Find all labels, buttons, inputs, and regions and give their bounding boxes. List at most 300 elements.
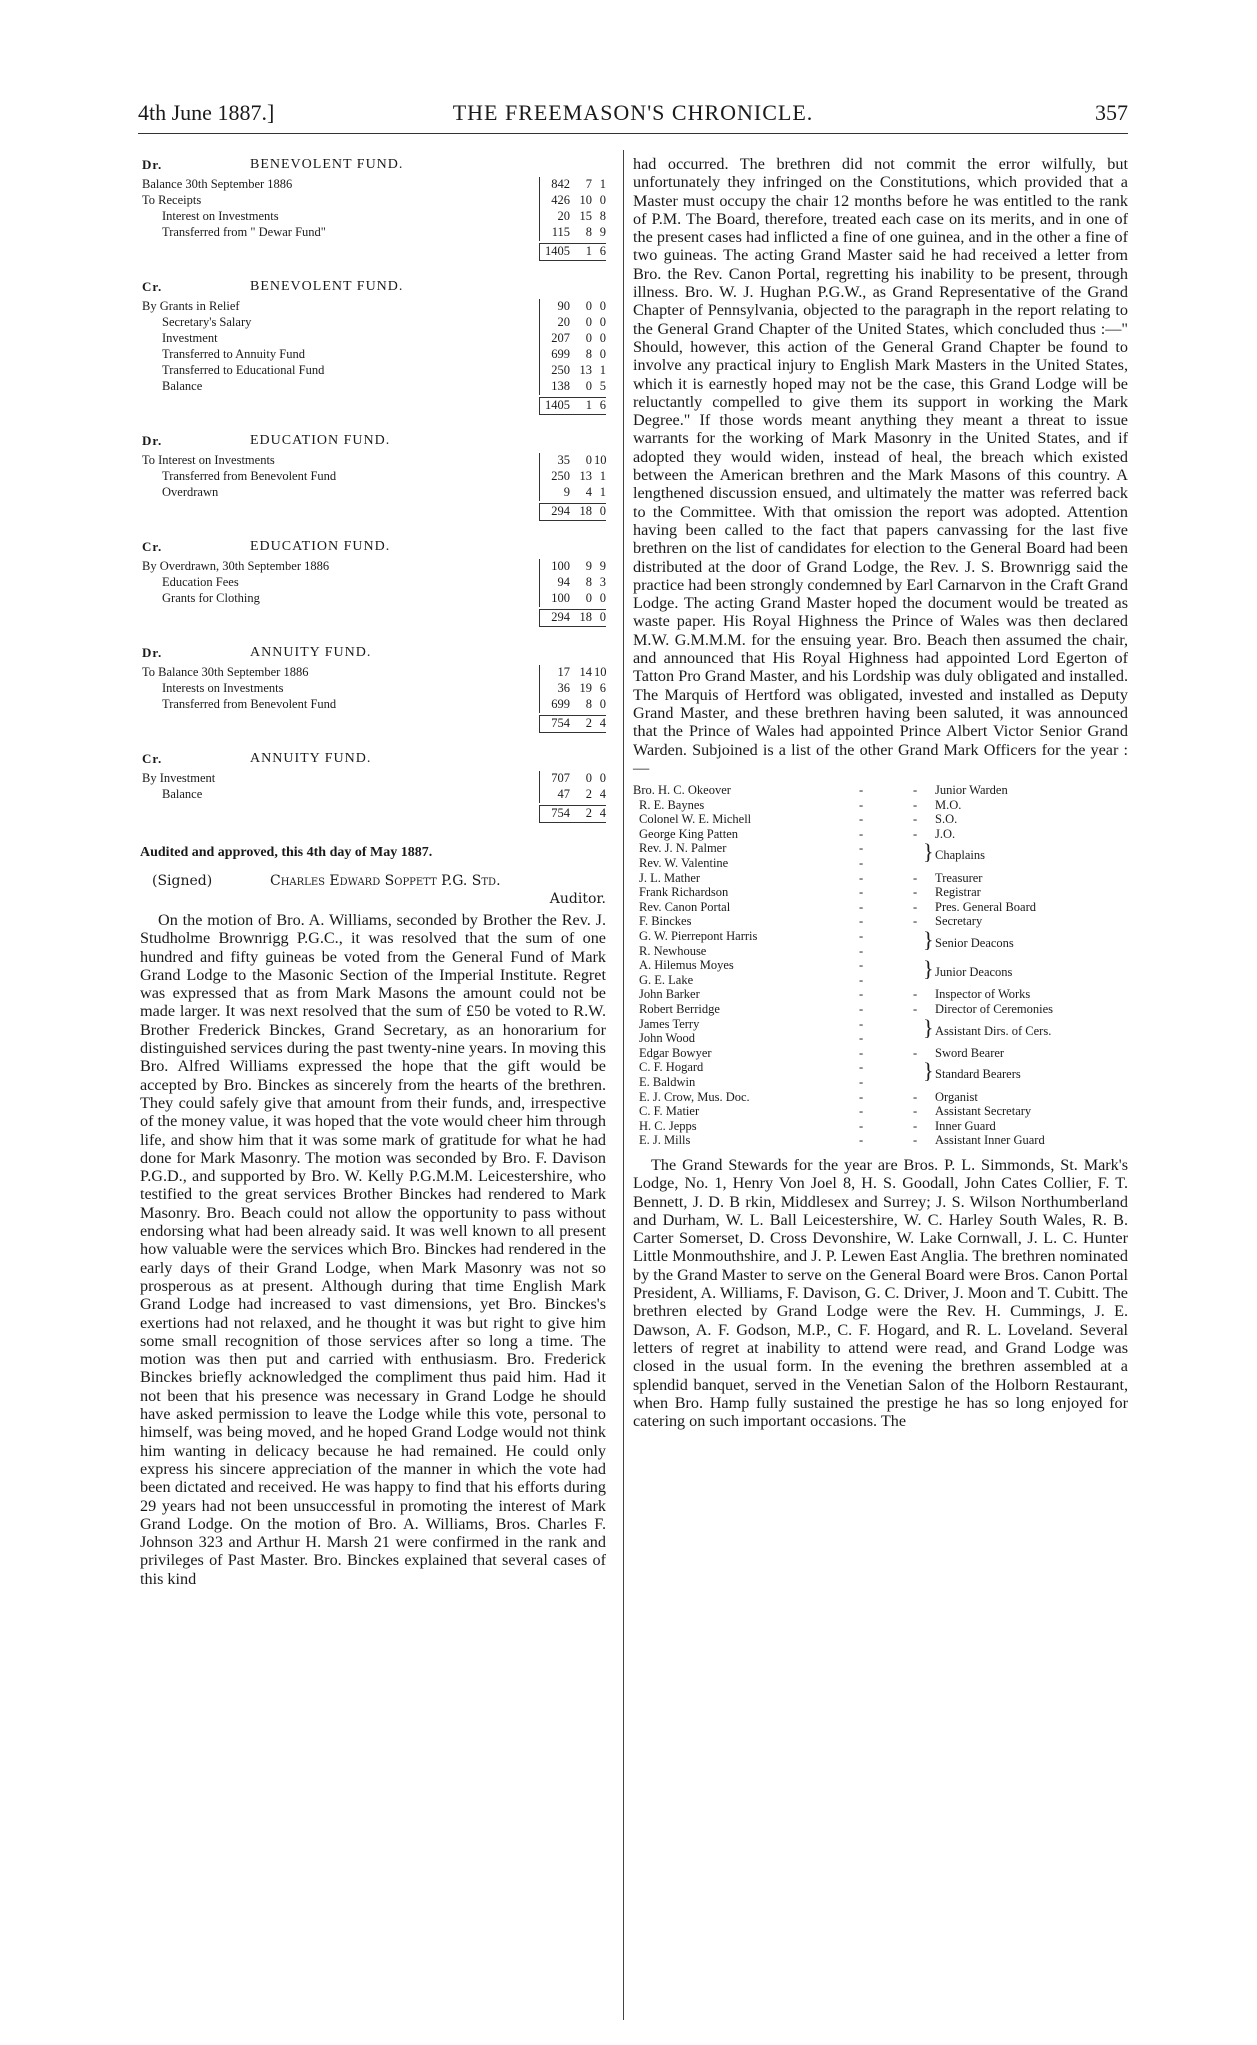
amount-pence: 1 bbox=[599, 485, 606, 499]
officer-row bbox=[633, 1090, 1128, 1105]
auditor-name: Charles Edward Soppett P.G. Std. bbox=[270, 873, 501, 889]
account-total-amount bbox=[539, 243, 606, 261]
officer-row bbox=[633, 812, 1128, 827]
leader-dot: - bbox=[913, 797, 918, 812]
account-row bbox=[140, 331, 606, 347]
leader-dot: - bbox=[859, 1074, 864, 1089]
amount-pounds: 842 bbox=[551, 177, 570, 191]
account-row-amount bbox=[539, 591, 606, 607]
leader-dot: - bbox=[859, 856, 864, 871]
amount-shillings: 2 bbox=[585, 787, 592, 801]
account-header bbox=[140, 537, 606, 559]
leader-dot: - bbox=[859, 783, 864, 798]
account-row-label: Transferred to Annuity Fund bbox=[162, 347, 305, 361]
account-row-label: Transferred to Educational Fund bbox=[162, 363, 325, 377]
total-pounds: 294 bbox=[551, 504, 570, 518]
amount-pence: 10 bbox=[594, 665, 607, 679]
amount-pounds: 100 bbox=[551, 591, 570, 605]
account-side: Dr. bbox=[142, 433, 163, 448]
account-row-amount bbox=[539, 225, 606, 241]
right-column bbox=[633, 155, 1128, 1430]
account-gap bbox=[140, 417, 606, 431]
amount-pounds: 207 bbox=[551, 331, 570, 345]
officer-row bbox=[633, 1031, 1128, 1046]
account-block bbox=[140, 431, 606, 523]
leader-dot: - bbox=[913, 899, 918, 914]
amount-pounds: 35 bbox=[557, 453, 570, 467]
leader-dot: - bbox=[859, 1104, 864, 1119]
header-title: THE FREEMASON'S CHRONICLE. bbox=[452, 100, 814, 125]
total-pence: 4 bbox=[599, 716, 606, 730]
officer-office: Chaplains bbox=[935, 848, 985, 863]
account-name: BENEVOLENT FUND. bbox=[250, 279, 404, 294]
amount-pounds: 699 bbox=[551, 697, 570, 711]
officer-office: Standard Bearers bbox=[935, 1067, 1021, 1082]
leader-dot: - bbox=[859, 1016, 864, 1031]
amount-pounds: 138 bbox=[551, 379, 570, 393]
officer-name: E. Baldwin bbox=[639, 1074, 696, 1089]
officer-name: Edgar Bowyer bbox=[639, 1045, 712, 1060]
accounts-section bbox=[140, 155, 606, 839]
account-row-amount bbox=[539, 347, 606, 363]
account-row-amount bbox=[539, 193, 606, 209]
audited-note: Audited and approved, this 4th day of May 1887. bbox=[140, 845, 433, 860]
amount-pounds: 20 bbox=[557, 315, 570, 329]
account-row-label: By Overdrawn, 30th September 1886 bbox=[142, 559, 330, 573]
account-row-amount bbox=[539, 331, 606, 347]
account-row-label: By Grants in Relief bbox=[142, 299, 240, 313]
amount-pence: 4 bbox=[599, 787, 606, 801]
officer-name: James Terry bbox=[639, 1016, 700, 1031]
leader-dot: - bbox=[859, 885, 864, 900]
total-pounds: 1405 bbox=[545, 244, 570, 258]
officer-row bbox=[633, 944, 1128, 959]
amount-shillings: 13 bbox=[579, 469, 592, 483]
leader-dot: - bbox=[859, 1045, 864, 1060]
amount-shillings: 8 bbox=[585, 697, 592, 711]
amount-shillings: 14 bbox=[579, 665, 592, 679]
account-block bbox=[140, 537, 606, 629]
account-row-label: Balance bbox=[162, 787, 203, 801]
account-side: Cr. bbox=[142, 539, 163, 554]
officer-row bbox=[633, 973, 1128, 988]
total-pounds: 754 bbox=[551, 806, 570, 820]
leader-dot: - bbox=[859, 797, 864, 812]
leader-dot: - bbox=[913, 1045, 918, 1060]
officer-name: Rev. J. N. Palmer bbox=[639, 841, 727, 856]
leader-dot: - bbox=[859, 812, 864, 827]
account-side: Cr. bbox=[142, 279, 163, 294]
amount-shillings: 4 bbox=[585, 485, 592, 499]
officer-office: M.O. bbox=[935, 797, 962, 812]
officer-office: S.O. bbox=[935, 812, 958, 827]
account-row-label: Interests on Investments bbox=[162, 681, 284, 695]
account-row bbox=[140, 379, 606, 395]
officer-office: J.O. bbox=[935, 826, 956, 841]
account-row-amount bbox=[539, 787, 606, 803]
leader-dot: - bbox=[913, 885, 918, 900]
leader-dot: - bbox=[913, 783, 918, 798]
account-header bbox=[140, 277, 606, 299]
leader-dot: - bbox=[913, 1089, 918, 1104]
amount-pence: 0 bbox=[599, 331, 606, 345]
officer-office: Secretary bbox=[935, 914, 983, 929]
account-total bbox=[140, 607, 606, 629]
officer-office: Registrar bbox=[935, 885, 981, 900]
officer-row bbox=[633, 885, 1128, 900]
page-header bbox=[138, 100, 1128, 132]
amount-pence: 0 bbox=[599, 697, 606, 711]
leader-dot: - bbox=[859, 1031, 864, 1046]
account-total-amount bbox=[539, 609, 606, 627]
account-row bbox=[140, 347, 606, 363]
officer-row bbox=[633, 1133, 1128, 1148]
leader-dot: - bbox=[913, 987, 918, 1002]
total-shillings: 1 bbox=[585, 244, 592, 258]
account-total-amount bbox=[539, 805, 606, 823]
account-total bbox=[140, 803, 606, 825]
officer-name: Colonel W. E. Michell bbox=[639, 812, 752, 827]
officer-name: R. E. Baynes bbox=[639, 797, 705, 812]
account-row-amount bbox=[539, 469, 606, 485]
total-pounds: 294 bbox=[551, 610, 570, 624]
account-row-label: Balance 30th September 1886 bbox=[142, 177, 293, 191]
officer-office: Assistant Dirs. of Cers. bbox=[935, 1023, 1052, 1038]
total-shillings: 1 bbox=[585, 398, 592, 412]
officer-name: E. J. Mills bbox=[639, 1133, 691, 1148]
account-total bbox=[140, 501, 606, 523]
total-pence: 0 bbox=[599, 610, 606, 624]
account-row bbox=[140, 177, 606, 193]
total-shillings: 2 bbox=[585, 716, 592, 730]
account-row bbox=[140, 575, 606, 591]
account-row bbox=[140, 299, 606, 315]
signature-block bbox=[140, 871, 606, 911]
officer-name: Bro. H. C. Okeover bbox=[633, 783, 731, 798]
amount-shillings: 0 bbox=[585, 299, 592, 313]
amount-pence: 5 bbox=[599, 379, 606, 393]
account-row-amount bbox=[539, 697, 606, 713]
amount-pounds: 707 bbox=[551, 771, 570, 785]
account-header bbox=[140, 749, 606, 771]
account-total bbox=[140, 395, 606, 417]
officer-office: Director of Ceremonies bbox=[935, 1002, 1054, 1016]
officer-office: Pres. General Board bbox=[935, 899, 1037, 914]
account-header bbox=[140, 155, 606, 177]
officer-office: Senior Deacons bbox=[935, 936, 1014, 951]
account-row bbox=[140, 209, 606, 225]
officer-office: Assistant Inner Guard bbox=[935, 1133, 1045, 1148]
account-row bbox=[140, 485, 606, 501]
amount-pence: 0 bbox=[599, 347, 606, 361]
account-row-amount bbox=[539, 315, 606, 331]
account-row-label: Transferred from Benevolent Fund bbox=[162, 469, 337, 483]
account-row-label: By Investment bbox=[142, 771, 216, 785]
amount-pence: 6 bbox=[599, 681, 606, 695]
brace-mark: } bbox=[923, 1058, 934, 1084]
account-gap bbox=[140, 735, 606, 749]
left-column bbox=[140, 155, 606, 1588]
leader-dot: - bbox=[859, 958, 864, 973]
officer-name: Robert Berridge bbox=[639, 1002, 720, 1016]
account-side: Dr. bbox=[142, 645, 163, 660]
account-row bbox=[140, 559, 606, 575]
officer-office: Inspector of Works bbox=[935, 987, 1031, 1002]
right-body-text-2: The Grand Stewards for the year are Bros. P. L. Simmonds, St. Mark's Lodge, No. 1, Henry Von Joel 8, H. S. Goodall, John Cates Collier, F. T. Bennett, J. D. B rkin, Middlesex and Surrey; J. S. Wilson Northumberland and Durham, W. L. Ball Leicestershire, W. C. Harley South Wales, R. B. Carter Somerset, D. Cross Devonshire, W. Lake Cornwall, J. L. C. Hunter Little Monmouthshire, and J. P. Lewen East Anglia. The brethren nominated by the Grand Master to serve on the General Board were Bros. Canon Portal President, A. Williams, F. Davison, G. C. Driver, J. Moon and T. Cubitt. The brethren elected by Grand Lodge were the Rev. H. Cummings, J. E. Dawson, A. F. Godson, M.P., C. F. Hogard, and R. L. Loveland. Several letters of regret at inability to attend were read, and Grand Lodge was closed in the usual form. In the evening the brethren assembled at a splendid banquet, served in the Venetian Salon of the Holborn Restaurant, when Bro. Hamp fully sustained the prestige he has so long enjoyed for catering on such important occasions. The bbox=[633, 1155, 1128, 1431]
total-pence: 0 bbox=[599, 504, 606, 518]
account-row-label: Interest on Investments bbox=[162, 209, 279, 223]
account-row bbox=[140, 193, 606, 209]
amount-pence: 1 bbox=[599, 363, 606, 377]
account-name: BENEVOLENT FUND. bbox=[250, 157, 404, 172]
amount-pence: 1 bbox=[599, 177, 606, 191]
officer-office: Junior Deacons bbox=[935, 965, 1013, 980]
officer-name: G. E. Lake bbox=[639, 972, 694, 987]
account-row-label: To Interest on Investments bbox=[142, 453, 275, 467]
officer-office: Assistant Secretary bbox=[935, 1104, 1032, 1119]
leader-dot: - bbox=[913, 870, 918, 885]
officer-name: Rev. Canon Portal bbox=[639, 899, 731, 914]
officer-row bbox=[633, 900, 1128, 915]
account-row-amount bbox=[539, 299, 606, 315]
officer-office: Treasurer bbox=[935, 870, 983, 885]
amount-pence: 0 bbox=[599, 299, 606, 313]
account-row bbox=[140, 453, 606, 469]
amount-pounds: 20 bbox=[557, 209, 570, 223]
officer-name: F. Binckes bbox=[639, 914, 692, 929]
account-total-amount bbox=[539, 715, 606, 733]
leader-dot: - bbox=[859, 1133, 864, 1148]
account-row-label: Investment bbox=[162, 331, 218, 345]
leader-dot: - bbox=[859, 841, 864, 856]
leader-dot: - bbox=[859, 826, 864, 841]
officer-name: Frank Richardson bbox=[639, 885, 729, 900]
grand-officers-list bbox=[633, 783, 1128, 1148]
amount-pounds: 9 bbox=[563, 485, 570, 499]
amount-shillings: 7 bbox=[585, 177, 592, 191]
account-row bbox=[140, 681, 606, 697]
amount-pounds: 94 bbox=[557, 575, 570, 589]
officer-row bbox=[633, 1119, 1128, 1134]
amount-pence: 9 bbox=[599, 225, 606, 239]
account-row-label: Transferred from Benevolent Fund bbox=[162, 697, 337, 711]
total-pence: 4 bbox=[599, 806, 606, 820]
officer-name: J. L. Mather bbox=[639, 870, 701, 885]
amount-shillings: 8 bbox=[585, 225, 592, 239]
officer-row bbox=[633, 1046, 1128, 1061]
leader-dot: - bbox=[913, 812, 918, 827]
leader-dot: - bbox=[913, 826, 918, 841]
officer-name: John Barker bbox=[639, 987, 700, 1002]
left-body-text: On the motion of Bro. A. Williams, seconded by Brother the Rev. J. Studholme Brownrigg P.G.C., it was resolved that the sum of one hundred and fifty guineas be voted from the General Fund of Mark Grand Lodge to the Masonic Section of the Imperial Institute. Regret was expressed that as from Mark Masons the amount could not be made larger. It was next resolved that the sum of £50 be voted to R.W. Brother Frederick Binckes, Grand Secretary, as an honorarium for distinguished services during the past twenty-nine years. In moving this Bro. Alfred Williams expressed the hope that the gift would be accepted by Bro. Binckes as sincerely from the hearts of the brethren. They could safely give that amount from their funds, and, irrespective of the money value, it was hoped that the vote would cheer him through life, and show him that it was some mark of gratitude for what he had done for Mark Masonry. The motion was seconded by Bro. F. Davison P.G.D., and supported by Bro. W. Kelly P.G.M.M. Leicestershire, who testified to the great services Brother Binckes had rendered to Mark Masonry. Bro. Beach could not allow the opportunity to pass without endorsing what had been already said. It was well known to all present how valuable were the services which Bro. Binckes had rendered in the early days of their Grand Lodge, when Mark Masonry was not so prosperous as at present. Although during that time English Mark Grand Lodge had increased to vast dimensions, yet Bro. Binckes's exertions had not relaxed, and he thought it was but right to give him some small recognition of those services after so long a time. The motion was then put and carried with enthusiasm. Bro. Frederick Binckes briefly acknowledged the compliment thus paid him. Had it not been that his presence was necessary in Grand Lodge he should have asked permission to leave the Lodge while this vote, personal to himself, was being moved, and he hoped Grand Lodge would not think him wanting in delicacy because he had remained. He could only express his sincere appreciation of the manner in which the vote had been dictated and received. He was happy to find that his efforts during 29 years had not been unsuccessful in promoting the interest of Mark Grand Lodge. On the motion of Bro. A. Williams, Bros. Charles F. Johnson 323 and Arthur H. Marsh 21 were confirmed in the rank and privileges of Past Master. Bro. Binckes explained that several cases of this kind bbox=[140, 911, 606, 1588]
account-row bbox=[140, 315, 606, 331]
amount-shillings: 0 bbox=[585, 315, 592, 329]
officer-name: R. Newhouse bbox=[639, 943, 707, 958]
account-row-amount bbox=[539, 363, 606, 379]
leader-dot: - bbox=[913, 914, 918, 929]
account-row bbox=[140, 591, 606, 607]
amount-pence: 0 bbox=[599, 591, 606, 605]
account-name: EDUCATION FUND. bbox=[250, 539, 391, 554]
account-row bbox=[140, 225, 606, 241]
officer-office: Inner Guard bbox=[935, 1118, 996, 1133]
officer-name: George King Patten bbox=[639, 826, 739, 841]
signed-prefix: (Signed) bbox=[152, 873, 213, 889]
amount-pence: 3 bbox=[599, 575, 606, 589]
officer-row bbox=[633, 1104, 1128, 1119]
account-total-amount bbox=[539, 397, 606, 415]
account-header bbox=[140, 431, 606, 453]
officer-row bbox=[633, 871, 1128, 886]
account-name: ANNUITY FUND. bbox=[250, 645, 372, 660]
header-date: 4th June 1887.] bbox=[138, 100, 275, 125]
brace-mark: } bbox=[923, 927, 934, 953]
account-side: Dr. bbox=[142, 157, 163, 172]
account-row-amount bbox=[539, 379, 606, 395]
brace-mark: } bbox=[923, 956, 934, 982]
account-row-amount bbox=[539, 771, 606, 787]
account-row-label: To Balance 30th September 1886 bbox=[142, 665, 309, 679]
account-row-label: Education Fees bbox=[162, 575, 239, 589]
account-total-amount bbox=[539, 503, 606, 521]
total-shillings: 18 bbox=[579, 504, 592, 518]
column-divider bbox=[623, 150, 624, 2020]
amount-shillings: 15 bbox=[579, 209, 592, 223]
officer-name: A. Hilemus Moyes bbox=[639, 958, 734, 973]
officer-office: Junior Warden bbox=[935, 783, 1008, 798]
officer-name: John Wood bbox=[639, 1031, 696, 1046]
brace-mark: } bbox=[923, 839, 934, 865]
amount-pence: 1 bbox=[599, 469, 606, 483]
brace-mark: } bbox=[923, 1014, 934, 1040]
officer-name: C. F. Matier bbox=[639, 1104, 700, 1119]
total-shillings: 18 bbox=[579, 610, 592, 624]
officer-row bbox=[633, 1002, 1128, 1017]
account-row bbox=[140, 787, 606, 803]
account-row-label: Balance bbox=[162, 379, 203, 393]
officer-name: G. W. Pierrepont Harris bbox=[639, 929, 758, 944]
amount-pence: 0 bbox=[599, 771, 606, 785]
amount-pounds: 90 bbox=[557, 299, 570, 313]
account-gap bbox=[140, 263, 606, 277]
amount-pounds: 115 bbox=[551, 225, 570, 239]
amount-pounds: 699 bbox=[551, 347, 570, 361]
total-pounds: 1405 bbox=[545, 398, 570, 412]
leader-dot: - bbox=[859, 870, 864, 885]
leader-dot: - bbox=[913, 1118, 918, 1133]
header-page-number: 357 bbox=[1095, 100, 1128, 125]
account-row-label: Secretary's Salary bbox=[162, 315, 252, 329]
auditor-title: Auditor. bbox=[549, 891, 606, 907]
officer-row bbox=[633, 856, 1128, 871]
account-row bbox=[140, 469, 606, 485]
account-gap bbox=[140, 523, 606, 537]
amount-shillings: 0 bbox=[585, 379, 592, 393]
officer-office: Sword Bearer bbox=[935, 1045, 1005, 1060]
officer-row bbox=[633, 783, 1128, 798]
amount-shillings: 9 bbox=[585, 559, 592, 573]
account-side: Cr. bbox=[142, 751, 163, 766]
account-row-label: Overdrawn bbox=[162, 485, 219, 499]
account-total bbox=[140, 241, 606, 263]
leader-dot: - bbox=[859, 1118, 864, 1133]
leader-dot: - bbox=[859, 914, 864, 929]
right-body-text-1: had occurred. The brethren did not commit the error wilfully, but unfortunately they infringed on the Constitutions, which provided that a Master must occupy the chair 12 months before he was entitled to the rank of P.M. The Board, therefore, treated each case on its merits, and in one of the present cases had inflicted a fine of one guinea, and in the other a fine of two guineas. The acting Grand Master said he had received a letter from Bro. the Rev. Canon Portal, regretting his inability to be present, through illness. Bro. W. J. Hughan P.G.W., as Grand Representative of the Grand Chapter of Pennsylvania, objected to the paragraph in the report relating to the General Grand Chapter of the United States, which concluded thus :—" Should, however, this action of the General Grand Chapter be found to involve any practical injury to English Mark Masters in the United States, which it is earnestly hoped may not be the case, this Grand Lodge will be reluctantly compelled to give them its support in working the Mark Degree." If those words meant anything they meant a threat to issue warrants for the working of Mark Masonry in the United States, and if adopted they would widen, instead of heal, the breach which existed between the American brethren and the Mark Masons of this country. A lengthened discussion ensued, and ultimately the matter was referred back to the Committee. With that omission the report was adopted. Attention having been called to the fact that papers canvassing for the last five brethren on the list of candidates for election to the General Board had been distributed at the door of Grand Lodge, the Rev. J. S. Brownrigg said the practice had been strongly condemned by Earl Carnarvon in the Craft Grand Lodge. The acting Grand Master hoped the document would be treated as waste paper. His Royal Highness the Prince of Wales was then declared M.W. G.M.M.M. for the ensuing year. Bro. Beach then assumed the chair, and announced that His Royal Highness had appointed Lord Egerton of Tatton Pro Grand Master, and his Lordship was duly obligated and installed. The Marquis of Hertford was obligated, invested and installed as Deputy Grand Master, and these brethren having been saluted, it was announced that the Prince of Wales had appointed Prince Albert Victor Senior Grand Warden. Subjoined is a list of the other Grand Mark Officers for the year :— bbox=[633, 155, 1128, 777]
account-row bbox=[140, 665, 606, 681]
amount-pounds: 36 bbox=[557, 681, 570, 695]
leader-dot: - bbox=[913, 1104, 918, 1119]
amount-shillings: 8 bbox=[585, 575, 592, 589]
officer-name: Rev. W. Valentine bbox=[639, 856, 729, 871]
account-block bbox=[140, 749, 606, 825]
account-row-amount bbox=[539, 209, 606, 225]
leader-dot: - bbox=[859, 987, 864, 1002]
leader-dot: - bbox=[859, 1060, 864, 1075]
account-gap bbox=[140, 629, 606, 643]
amount-pence: 9 bbox=[599, 559, 606, 573]
amount-shillings: 0 bbox=[585, 331, 592, 345]
officer-name: E. J. Crow, Mus. Doc. bbox=[639, 1089, 750, 1104]
amount-shillings: 0 bbox=[585, 771, 592, 785]
amount-pounds: 250 bbox=[551, 363, 570, 377]
officer-row bbox=[633, 1075, 1128, 1090]
leader-dot: - bbox=[859, 899, 864, 914]
amount-shillings: 13 bbox=[579, 363, 592, 377]
account-row bbox=[140, 697, 606, 713]
account-name: ANNUITY FUND. bbox=[250, 751, 372, 766]
officer-row bbox=[633, 827, 1128, 842]
total-pence: 6 bbox=[599, 398, 606, 412]
account-row-amount bbox=[539, 485, 606, 501]
officer-row bbox=[633, 914, 1128, 929]
amount-shillings: 19 bbox=[579, 681, 592, 695]
amount-shillings: 0 bbox=[585, 453, 592, 467]
account-row-label: Grants for Clothing bbox=[162, 591, 260, 605]
leader-dot: - bbox=[859, 1089, 864, 1104]
amount-pence: 0 bbox=[599, 315, 606, 329]
total-shillings: 2 bbox=[585, 806, 592, 820]
account-row-amount bbox=[539, 681, 606, 697]
amount-shillings: 8 bbox=[585, 347, 592, 361]
account-block bbox=[140, 277, 606, 417]
amount-shillings: 0 bbox=[585, 591, 592, 605]
amount-pounds: 17 bbox=[557, 665, 570, 679]
amount-pounds: 250 bbox=[551, 469, 570, 483]
account-row-amount bbox=[539, 575, 606, 591]
officer-row bbox=[633, 798, 1128, 813]
amount-pence: 10 bbox=[594, 453, 607, 467]
amount-pounds: 426 bbox=[551, 193, 570, 207]
account-row-amount bbox=[539, 559, 606, 575]
leader-dot: - bbox=[859, 929, 864, 944]
account-row bbox=[140, 771, 606, 787]
officer-row bbox=[633, 987, 1128, 1002]
total-pence: 6 bbox=[599, 244, 606, 258]
amount-shillings: 10 bbox=[579, 193, 592, 207]
leader-dot: - bbox=[913, 1133, 918, 1148]
officer-name: C. F. Hogard bbox=[639, 1060, 704, 1075]
account-row-label: Transferred from " Dewar Fund" bbox=[162, 225, 326, 239]
account-row-amount bbox=[539, 177, 606, 193]
officer-office: Organist bbox=[935, 1089, 978, 1104]
account-total bbox=[140, 713, 606, 735]
account-header bbox=[140, 643, 606, 665]
leader-dot: - bbox=[859, 943, 864, 958]
leader-dot: - bbox=[859, 972, 864, 987]
account-row bbox=[140, 363, 606, 379]
amount-pence: 0 bbox=[599, 193, 606, 207]
account-row-label: To Receipts bbox=[142, 193, 202, 207]
